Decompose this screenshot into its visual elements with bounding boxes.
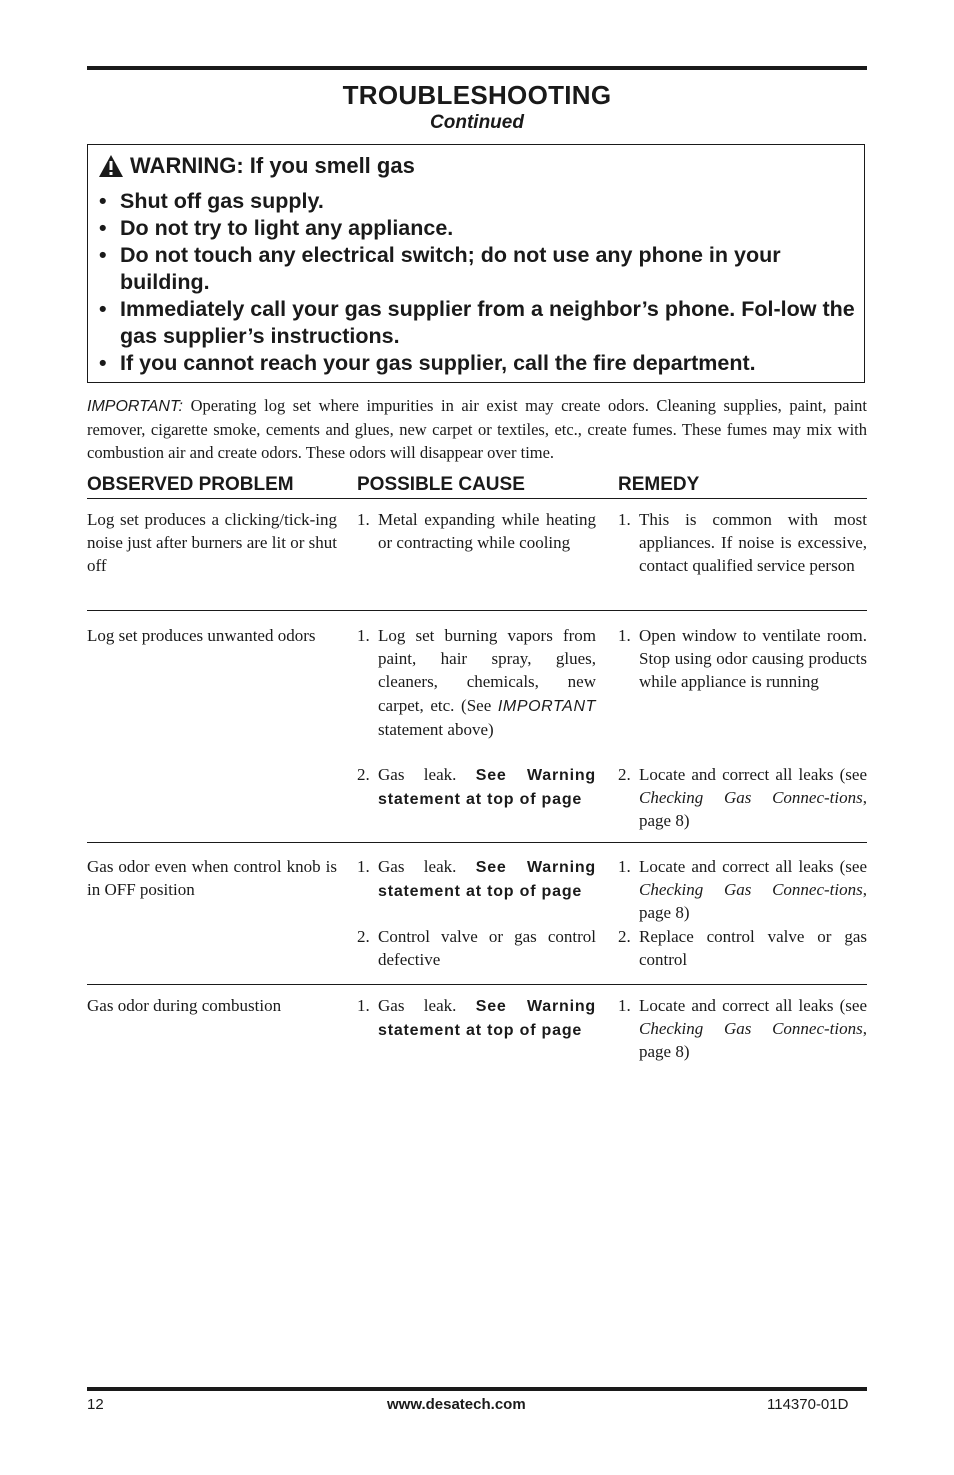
warning-item-text: Shut off gas supply. bbox=[120, 189, 324, 213]
remedy-text-part: Locate and correct all leaks (see bbox=[639, 765, 867, 784]
page-subtitle: Continued bbox=[430, 112, 524, 133]
cause-text bbox=[378, 624, 596, 741]
remedy-text bbox=[639, 855, 867, 925]
remedy-text: This is common with most appliances. If noise is excessive, contact qualified service person bbox=[639, 510, 867, 576]
cause-text-bold: See Warning statement at top of page bbox=[378, 767, 596, 809]
bullet: • bbox=[99, 216, 107, 240]
bullet: • bbox=[99, 297, 107, 321]
top-rule bbox=[87, 66, 867, 70]
cause-text-italic: IMPORTANT bbox=[497, 697, 596, 715]
remedy-text-part: Locate and correct all leaks (see bbox=[639, 857, 867, 876]
table-header-divider bbox=[87, 498, 867, 499]
cause-text-bold: See Warning statement at top of page bbox=[378, 998, 596, 1040]
page-title: TROUBLESHOOTING bbox=[342, 80, 612, 110]
row-divider bbox=[87, 984, 867, 985]
cause-item bbox=[357, 994, 596, 1042]
warning-item-text: Do not touch any electrical switch; do not use any phone in your building. bbox=[120, 243, 781, 294]
remedy-text bbox=[639, 994, 867, 1064]
remedy-text: Replace control valve or gas control bbox=[639, 927, 867, 970]
warning-heading-text: WARNING: If you smell gas bbox=[130, 153, 415, 178]
cause-item bbox=[357, 624, 596, 741]
row-2-problem: Log set produces unwanted odors bbox=[87, 626, 316, 645]
important-text: Operating log set where impurities in air exist may create odors. Cleaning supplies, paint, paint remover, cigarette smoke, cements and glues, new carpet or textiles, etc., create fumes. These fumes may mix with combustion air and create odors. These odors will disappear over time. bbox=[87, 396, 868, 462]
page-number: 12 bbox=[87, 1396, 104, 1413]
cause-text bbox=[378, 994, 596, 1042]
remedy-text bbox=[639, 763, 867, 833]
warning-heading bbox=[98, 153, 415, 179]
column-header-possible-cause: POSSIBLE CAUSE bbox=[357, 474, 525, 495]
item-number: 1. bbox=[618, 510, 631, 529]
warning-item bbox=[98, 188, 858, 215]
row-3-problem: Gas odor even when control knob is in OFF position bbox=[87, 857, 337, 900]
remedy-text-part: , page 8) bbox=[639, 880, 867, 923]
important-note bbox=[87, 394, 867, 464]
remedy-text: Open window to ventilate room. Stop using odor causing products while appliance is running bbox=[639, 626, 867, 692]
row-divider bbox=[87, 842, 867, 843]
remedy-item bbox=[618, 624, 867, 694]
cause-text bbox=[378, 855, 596, 903]
cause-text: Metal expanding while heating or contracting while cooling bbox=[378, 510, 596, 553]
warning-item bbox=[98, 215, 858, 242]
remedy-text-part: , page 8) bbox=[639, 788, 867, 831]
item-number: 2. bbox=[357, 927, 370, 946]
item-number: 1. bbox=[618, 626, 631, 645]
row-divider bbox=[87, 610, 867, 611]
cause-text-part: Gas leak. bbox=[378, 857, 476, 876]
remedy-item bbox=[618, 508, 867, 578]
remedy-text-part: , page 8) bbox=[639, 1019, 867, 1062]
warning-item-text: Immediately call your gas supplier from a neighbor’s phone. Fol-low the gas supplier’s instructions. bbox=[120, 297, 855, 348]
bullet: • bbox=[99, 189, 107, 213]
remedy-text-part: Locate and correct all leaks (see bbox=[639, 996, 867, 1015]
remedy-item bbox=[618, 925, 867, 971]
cause-text-part: Log set burning vapors from paint, hair spray, glues, cleaners, chemicals, new carpet, etc. (See bbox=[378, 626, 596, 715]
row-4-problem: Gas odor during combustion bbox=[87, 996, 282, 1015]
cause-text-part: Gas leak. bbox=[378, 996, 476, 1015]
cause-item bbox=[357, 508, 596, 554]
warning-item bbox=[98, 350, 858, 377]
warning-item bbox=[98, 242, 858, 296]
warning-triangle-icon bbox=[98, 154, 124, 178]
cause-text-part: Gas leak. bbox=[378, 765, 476, 784]
column-header-remedy: REMEDY bbox=[618, 474, 700, 495]
item-number: 1. bbox=[357, 626, 370, 645]
column-header-observed-problem: OBSERVED PROBLEM bbox=[87, 474, 294, 495]
cause-text bbox=[378, 763, 596, 811]
item-number: 1. bbox=[357, 996, 370, 1015]
website-link[interactable]: www.desatech.com bbox=[387, 1396, 526, 1413]
item-number: 2. bbox=[618, 927, 631, 946]
warning-item bbox=[98, 296, 858, 350]
remedy-item bbox=[618, 855, 867, 925]
cause-text: Control valve or gas control defective bbox=[378, 927, 596, 970]
item-number: 1. bbox=[618, 996, 631, 1015]
item-number: 2. bbox=[357, 765, 370, 784]
important-label: IMPORTANT: bbox=[87, 398, 183, 415]
cause-item bbox=[357, 925, 596, 971]
item-number: 1. bbox=[357, 510, 370, 529]
remedy-text-italic: Checking Gas Connec-tions bbox=[639, 1019, 863, 1039]
bottom-rule bbox=[87, 1387, 867, 1391]
cause-text-bold: See Warning statement at top of page bbox=[378, 859, 596, 901]
remedy-item bbox=[618, 994, 867, 1064]
cause-item bbox=[357, 763, 596, 811]
cause-text-part: statement above) bbox=[378, 719, 494, 739]
remedy-item bbox=[618, 763, 867, 833]
warning-box bbox=[87, 144, 865, 383]
item-number: 1. bbox=[618, 857, 631, 876]
row-1-problem: Log set produces a clicking/tick-ing noise just after burners are lit or shut off bbox=[87, 510, 337, 576]
document-number: 114370-01D bbox=[767, 1396, 849, 1413]
item-number: 2. bbox=[618, 765, 631, 784]
cause-item bbox=[357, 855, 596, 903]
bullet: • bbox=[99, 351, 107, 375]
bullet: • bbox=[99, 243, 107, 267]
warning-item-text: If you cannot reach your gas supplier, call the fire department. bbox=[120, 351, 756, 375]
remedy-text-italic: Checking Gas Connec-tions bbox=[639, 788, 863, 808]
item-number: 1. bbox=[357, 857, 370, 876]
warning-list bbox=[98, 188, 858, 377]
warning-item-text: Do not try to light any appliance. bbox=[120, 216, 454, 240]
remedy-text-italic: Checking Gas Connec-tions bbox=[639, 880, 863, 900]
